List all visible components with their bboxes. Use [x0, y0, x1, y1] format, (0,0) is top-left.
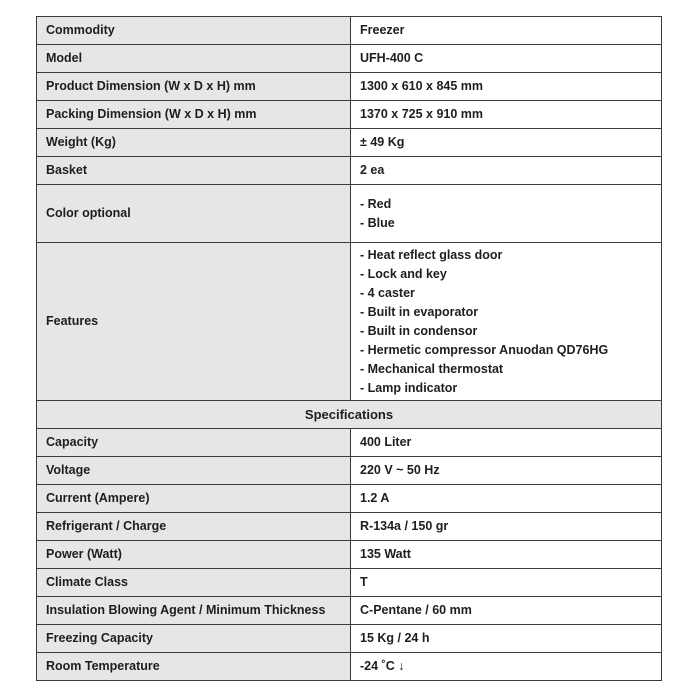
row-label: Basket — [37, 157, 351, 185]
row-label: Climate Class — [37, 569, 351, 597]
row-value: Freezer — [351, 17, 662, 45]
row-label: Room Temperature — [37, 653, 351, 681]
row-value: -24 ˚C ↓ — [351, 653, 662, 681]
table-row-color-optional — [37, 185, 662, 243]
row-label: Power (Watt) — [37, 541, 351, 569]
row-value: UFH-400 C — [351, 45, 662, 73]
table-row — [37, 17, 662, 45]
row-label: Current (Ampere) — [37, 485, 351, 513]
list-item: - Red — [360, 196, 392, 211]
row-value: T — [351, 569, 662, 597]
table-row — [37, 101, 662, 129]
list-item: - Built in evaporator — [360, 304, 479, 319]
row-label: Weight (Kg) — [37, 129, 351, 157]
list-item: - Hermetic compressor Anuodan QD76HG — [360, 342, 609, 357]
color-optional-list — [351, 185, 662, 243]
list-item: - Mechanical thermostat — [360, 361, 504, 376]
table-row — [37, 513, 662, 541]
color-optional-label: Color optional — [37, 185, 351, 243]
table-row — [37, 485, 662, 513]
row-label: Product Dimension (W x D x H) mm — [37, 73, 351, 101]
features-label: Features — [37, 243, 351, 401]
table-row — [37, 569, 662, 597]
list-item: - 4 caster — [360, 285, 415, 300]
table-row — [37, 429, 662, 457]
table-row — [37, 45, 662, 73]
row-label: Refrigerant / Charge — [37, 513, 351, 541]
spec-table-body — [37, 17, 662, 681]
row-value: R-134a / 150 gr — [351, 513, 662, 541]
row-value: 1370 x 725 x 910 mm — [351, 101, 662, 129]
row-label: Commodity — [37, 17, 351, 45]
table-row — [37, 73, 662, 101]
table-row-features — [37, 243, 662, 401]
row-label: Freezing Capacity — [37, 625, 351, 653]
row-value: 1.2 A — [351, 485, 662, 513]
row-value: 135 Watt — [351, 541, 662, 569]
table-row — [37, 625, 662, 653]
row-label: Capacity — [37, 429, 351, 457]
table-row — [37, 541, 662, 569]
table-row-section — [37, 401, 662, 429]
specifications-heading: Specifications — [37, 401, 662, 429]
list-item: - Lock and key — [360, 266, 447, 281]
table-row — [37, 653, 662, 681]
row-label: Model — [37, 45, 351, 73]
table-row — [37, 457, 662, 485]
features-list — [351, 243, 662, 401]
row-value: 15 Kg / 24 h — [351, 625, 662, 653]
spec-table — [36, 16, 662, 681]
row-value: 1300 x 610 x 845 mm — [351, 73, 662, 101]
table-row — [37, 157, 662, 185]
row-label: Packing Dimension (W x D x H) mm — [37, 101, 351, 129]
row-label: Insulation Blowing Agent / Minimum Thickness — [37, 597, 351, 625]
table-row — [37, 597, 662, 625]
list-item: - Built in condensor — [360, 323, 478, 338]
row-value: 400 Liter — [351, 429, 662, 457]
row-value: C-Pentane / 60 mm — [351, 597, 662, 625]
spec-sheet — [36, 16, 662, 681]
row-value: ± 49 Kg — [351, 129, 662, 157]
row-value: 2 ea — [351, 157, 662, 185]
row-label: Voltage — [37, 457, 351, 485]
list-item: - Heat reflect glass door — [360, 247, 503, 262]
list-item: - Lamp indicator — [360, 380, 458, 395]
row-value: 220 V ~ 50 Hz — [351, 457, 662, 485]
list-item: - Blue — [360, 215, 395, 230]
table-row — [37, 129, 662, 157]
